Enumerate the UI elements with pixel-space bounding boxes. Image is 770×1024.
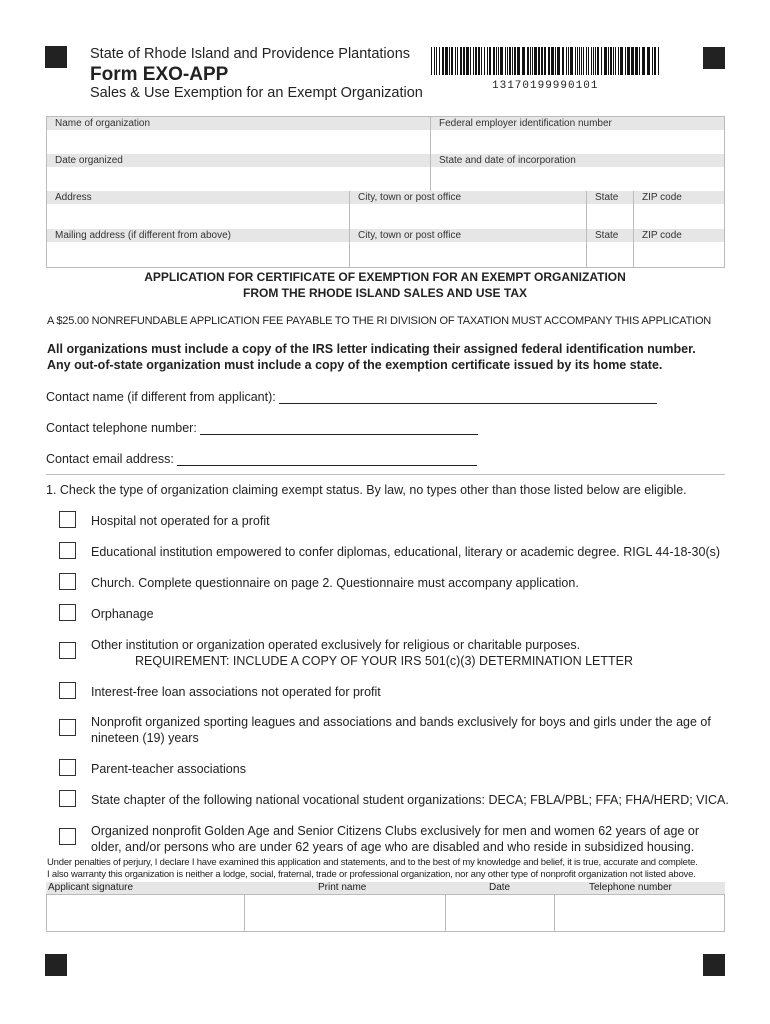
checkbox-hospital[interactable] [59,511,76,528]
contact-email-row [46,451,477,466]
state-name: State of Rhode Island and Providence Plantations [90,46,411,62]
mailing-zip-label: ZIP code [634,229,724,242]
contact-name-label: Contact name (if different from applicant): [46,390,276,404]
contact-phone-field[interactable] [200,420,478,435]
city-field[interactable] [350,204,586,229]
date-label: Date [489,882,511,893]
form-subtitle: Sales & Use Exemption for an Exempt Organization [90,85,423,101]
option-label: Organized nonprofit Golden Age and Senior Citizens Clubs exclusively for men and women 62 years of age or older, and/or persons who are under 62 years of age who are disabled and who reside in subsidized housing. [91,824,699,854]
state-label: State [587,191,633,204]
state-date-incorporation-field[interactable] [431,167,724,191]
contact-name-field[interactable] [279,389,657,404]
perjury-statement-line2: I also warranty this organization is neither a lodge, social, fraternal, trade or professional organization, nor any other type of nonprofit organization not listed above. [47,869,696,880]
checkbox-vocational-student[interactable] [59,790,76,807]
mailing-address-label: Mailing address (if different from above) [47,229,349,242]
option-label: Orphanage [91,607,154,621]
section-divider [46,474,725,475]
fein-field[interactable] [431,130,724,154]
contact-phone-row [46,420,478,435]
grid-divider [633,191,634,267]
checkbox-senior-citizens[interactable] [59,828,76,845]
grid-divider [586,191,587,267]
zip-field[interactable] [634,204,724,229]
mailing-state-field[interactable] [587,242,633,267]
out-of-state-notice: Any out-of-state organization must include a copy of the exemption certificate issued by its home state. [47,358,663,372]
registration-mark-bottom-right [703,954,725,976]
mailing-address-field[interactable] [47,242,349,267]
option-label: Other institution or organization operated exclusively for religious or charitable purposes. REQUIREMENT: INCLUDE A COPY OF YOUR IRS 501(c)(3) DETERMINATION LETTER [91,638,633,668]
date-organized-label: Date organized [47,154,430,167]
barcode-number: 13170199990101 [492,80,599,92]
option-label: Church. Complete questionnaire on page 2. Questionnaire must accompany application. [91,576,579,590]
option-label: State chapter of the following national vocational student organizations: DECA; FBLA/PBL; FFA; FHA/HERD; VICA. [91,793,729,807]
registration-mark-top-right [703,47,725,69]
checkbox-educational[interactable] [59,542,76,559]
print-name-label: Print name [318,882,367,893]
checkbox-church[interactable] [59,573,76,590]
mailing-zip-field[interactable] [634,242,724,267]
org-name-label: Name of organization [47,117,430,130]
address-field[interactable] [47,204,349,229]
fein-label: Federal employer identification number [431,117,724,130]
org-name-field[interactable] [47,130,430,154]
application-title-line1: APPLICATION FOR CERTIFICATE OF EXEMPTION FOR AN EXEMPT ORGANIZATION [144,270,626,284]
registration-mark-bottom-left [45,954,67,976]
mailing-city-field[interactable] [350,242,586,267]
date-field[interactable] [446,895,553,931]
application-title-line2: FROM THE RHODE ISLAND SALES AND USE TAX [242,286,527,300]
option-label: Nonprofit organized sporting leagues and associations and bands exclusively for boys and girls under the age of nineteen (19) years [91,715,711,745]
grid-divider [430,117,431,191]
fee-notice: A $25.00 NONREFUNDABLE APPLICATION FEE PAYABLE TO THE RI DIVISION OF TAXATION MUST ACCOMPANY THIS APPLICATION [47,315,712,327]
option-label: Educational institution empowered to confer diplomas, educational, literary or academic degree. RIGL 44-18-30(s) [91,545,721,559]
checkbox-parent-teacher[interactable] [59,759,76,776]
applicant-signature-label: Applicant signature [48,882,134,893]
telephone-label: Telephone number [589,882,672,893]
checkbox-orphanage[interactable] [59,604,76,621]
contact-name-row [46,389,657,404]
state-field[interactable] [587,204,633,229]
form-title: Form EXO-APP [90,64,229,85]
state-date-incorporation-label: State and date of incorporation [431,154,724,167]
contact-email-label: Contact email address: [46,452,174,466]
checkbox-interest-free-loan[interactable] [59,682,76,699]
option-label: Interest-free loan associations not operated for profit [91,685,381,699]
registration-mark-top-left [45,46,67,68]
grid-divider [349,191,350,267]
zip-label: ZIP code [634,191,724,204]
city-label: City, town or post office [350,191,586,204]
perjury-statement-line1: Under penalties of perjury, I declare I have examined this application and statements, and to the best of my knowledge and belief, it is true, accurate and complete. [47,857,698,868]
date-organized-field[interactable] [47,167,430,191]
print-name-field[interactable] [245,895,444,931]
contact-email-field[interactable] [177,451,477,466]
applicant-signature-field[interactable] [47,895,243,931]
option-label: Parent-teacher associations [91,762,246,776]
barcode-image [431,47,663,75]
contact-phone-label: Contact telephone number: [46,421,197,435]
address-label: Address [47,191,349,204]
checkbox-sporting-leagues[interactable] [59,719,76,736]
mailing-state-label: State [587,229,633,242]
question-1: 1. Check the type of organization claiming exempt status. By law, no types other than those listed below are eligible. [46,483,687,497]
option-label: Hospital not operated for a profit [91,514,270,528]
irs-notice: All organizations must include a copy of the IRS letter indicating their assigned federal identification number. [47,342,696,356]
telephone-field[interactable] [555,895,724,931]
mailing-city-label: City, town or post office [350,229,586,242]
checkbox-religious-charitable[interactable] [59,642,76,659]
